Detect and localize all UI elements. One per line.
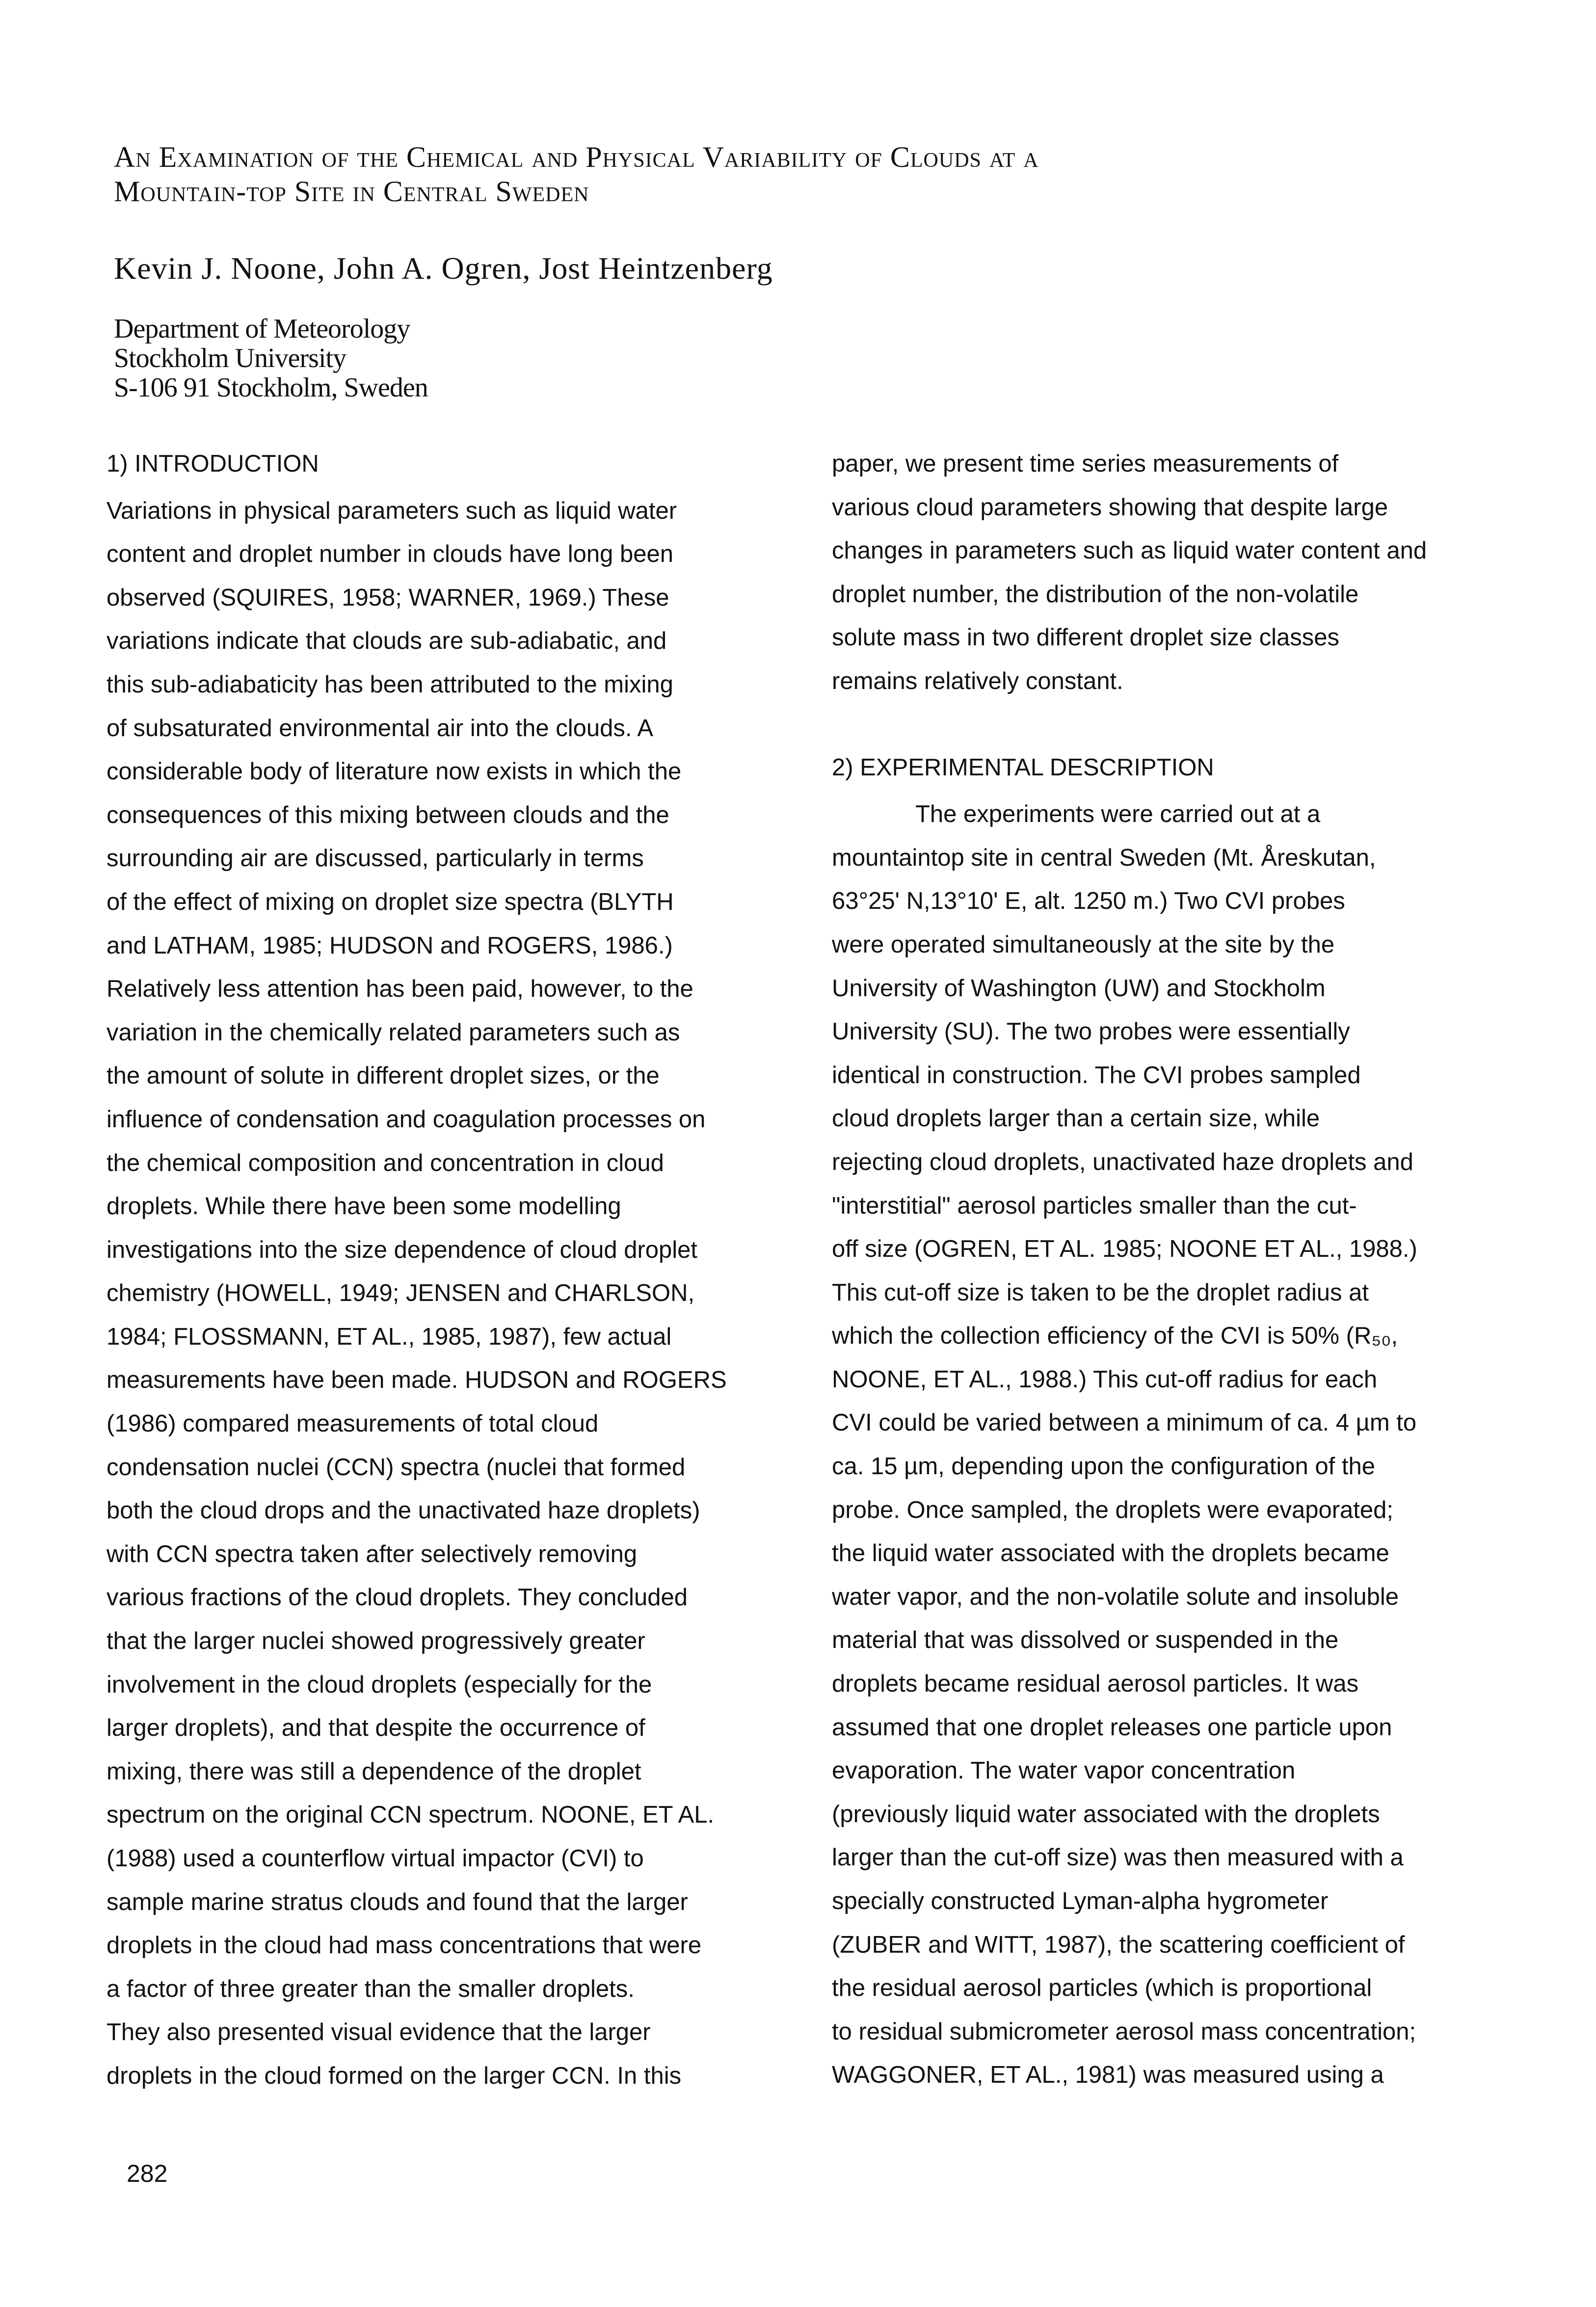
left-column	[106, 442, 727, 2098]
text-line: which the collection efficiency of the CVI is 50% (R₅₀,	[832, 1323, 1398, 1350]
text-line: a factor of three greater than the smaller droplets.	[106, 1975, 635, 2002]
text-line: of the effect of mixing on droplet size spectra (BLYTH	[106, 888, 674, 915]
text-line: identical in construction. The CVI probes sampled	[832, 1061, 1361, 1088]
text-line: droplets. While there have been some modelling	[106, 1193, 621, 1220]
text-line: specially constructed Lyman-alpha hygrometer	[832, 1888, 1329, 1914]
text-line: mixing, there was still a dependence of the droplet	[106, 1758, 641, 1785]
introduction-continuation	[832, 442, 1427, 703]
text-line: water vapor, and the non-volatile solute and insoluble	[832, 1583, 1399, 1610]
text-line: Variations in physical parameters such as liquid water	[106, 497, 677, 524]
page-number: 282	[127, 2160, 168, 2187]
text-line: The experiments were carried out at a	[915, 801, 1321, 828]
text-line: (ZUBER and WITT, 1987), the scattering coefficient of	[832, 1931, 1405, 1958]
text-line: spectrum on the original CCN spectrum. NOONE, ET AL.	[106, 1802, 715, 1829]
text-line: "interstitial" aerosol particles smaller than the cut-	[832, 1192, 1357, 1219]
affiliation-department: Department of Meteorology	[114, 314, 410, 344]
text-line: 63°25' N,13°10' E, alt. 1250 m.) Two CVI probes	[832, 888, 1345, 915]
text-line: various cloud parameters showing that despite large	[832, 494, 1388, 521]
right-column	[832, 442, 1427, 2097]
text-line: content and droplet number in clouds have long been	[106, 541, 674, 568]
text-line: They also presented visual evidence that the larger	[106, 2019, 651, 2046]
text-line: larger than the cut-off size) was then measured with a	[832, 1844, 1404, 1871]
text-line: solute mass in two different droplet size classes	[832, 624, 1340, 651]
text-line: droplets in the cloud formed on the larger CCN. In this	[106, 2062, 682, 2089]
text-line: and LATHAM, 1985; HUDSON and ROGERS, 1986.)	[106, 932, 673, 959]
text-line: off size (OGREN, ET AL. 1985; NOONE ET AL., 1988.)	[832, 1236, 1417, 1263]
text-line: sample marine stratus clouds and found that the larger	[106, 1888, 688, 1915]
text-line: various fractions of the cloud droplets. They concluded	[106, 1584, 688, 1611]
affiliation-university: Stockholm University	[114, 343, 346, 373]
text-line: condensation nuclei (CCN) spectra (nuclei that formed	[106, 1454, 686, 1481]
text-line: cloud droplets larger than a certain size, while	[832, 1105, 1320, 1132]
text-line: that the larger nuclei showed progressively greater	[106, 1628, 645, 1655]
text-line: remains relatively constant.	[832, 667, 1123, 694]
experimental-body	[832, 793, 1427, 2097]
text-line: consequences of this mixing between clouds and the	[106, 801, 669, 828]
text-line: ca. 15 µm, depending upon the configuration of the	[832, 1453, 1376, 1480]
text-line: This cut-off size is taken to be the droplet radius at	[832, 1279, 1369, 1306]
authors: Kevin J. Noone, John A. Ogren, Jost Heintzenberg	[114, 251, 773, 286]
text-line: droplets in the cloud had mass concentrations that were	[106, 1932, 702, 1959]
text-line: probe. Once sampled, the droplets were evaporated;	[832, 1496, 1394, 1523]
text-line: variations indicate that clouds are sub-adiabatic, and	[106, 628, 667, 655]
text-line: Relatively less attention has been paid, however, to the	[106, 976, 693, 1003]
text-line: (1986) compared measurements of total cloud	[106, 1410, 599, 1437]
text-line: NOONE, ET AL., 1988.) This cut-off radius for each	[832, 1366, 1378, 1393]
text-line: University (SU). The two probes were essentially	[832, 1018, 1350, 1045]
text-line: material that was dissolved or suspended in the	[832, 1627, 1339, 1654]
text-line: droplets became residual aerosol particles. It was	[832, 1671, 1359, 1697]
text-line: University of Washington (UW) and Stockholm	[832, 975, 1326, 1002]
text-line: the chemical composition and concentration in cloud	[106, 1149, 664, 1176]
text-line: observed (SQUIRES, 1958; WARNER, 1969.) These	[106, 584, 669, 611]
text-line: WAGGONER, ET AL., 1981) was measured using a	[832, 2062, 1384, 2089]
text-line: assumed that one droplet releases one particle upon	[832, 1714, 1392, 1741]
introduction-body	[106, 489, 727, 2098]
section-heading-introduction: 1) INTRODUCTION	[106, 451, 319, 477]
text-line: the residual aerosol particles (which is proportional	[832, 1975, 1372, 2002]
text-line: with CCN spectra taken after selectively removing	[106, 1540, 638, 1567]
text-line: influence of condensation and coagulation processes on	[106, 1106, 706, 1133]
title-line-1: An Examination of the Chemical and Physical Variability of Clouds at a	[114, 141, 1039, 173]
text-line: mountaintop site in central Sweden (Mt. Åreskutan,	[832, 844, 1376, 871]
text-line: the liquid water associated with the droplets became	[832, 1540, 1389, 1567]
affiliation	[114, 314, 428, 402]
section-gap	[832, 703, 1427, 746]
text-line: surrounding air are discussed, particularly in terms	[106, 845, 644, 872]
text-line: droplet number, the distribution of the non-volatile	[832, 581, 1359, 608]
text-line: rejecting cloud droplets, unactivated haze droplets and	[832, 1148, 1413, 1175]
text-line: considerable body of literature now exists in which the	[106, 758, 682, 785]
text-line: (previously liquid water associated with the droplets	[832, 1801, 1380, 1828]
text-line: CVI could be varied between a minimum of ca. 4 µm to	[832, 1409, 1417, 1436]
text-line: to residual submicrometer aerosol mass concentration;	[832, 2018, 1416, 2045]
text-line: both the cloud drops and the unactivated haze droplets)	[106, 1497, 700, 1524]
text-line: larger droplets), and that despite the occurrence of	[106, 1715, 645, 1742]
text-line: (1988) used a counterflow virtual impactor (CVI) to	[106, 1845, 644, 1872]
text-line: variation in the chemically related parameters such as	[106, 1019, 680, 1046]
text-line: chemistry (HOWELL, 1949; JENSEN and CHARLSON,	[106, 1280, 695, 1307]
affiliation-address: S-106 91 Stockholm, Sweden	[114, 372, 428, 403]
text-line: the amount of solute in different droplet sizes, or the	[106, 1062, 660, 1089]
text-line: investigations into the size dependence of cloud droplet	[106, 1236, 698, 1263]
text-line: involvement in the cloud droplets (especially for the	[106, 1671, 652, 1698]
text-line: measurements have been made. HUDSON and ROGERS	[106, 1367, 727, 1394]
text-line: 1984; FLOSSMANN, ET AL., 1985, 1987), few actual	[106, 1323, 672, 1350]
text-line: were operated simultaneously at the site by the	[832, 931, 1335, 958]
text-line: this sub-adiabaticity has been attributed to the mixing	[106, 671, 673, 698]
title-line-2: Mountain-top Site in Central Sweden	[114, 175, 589, 208]
text-line: of subsaturated environmental air into the clouds. A	[106, 715, 654, 742]
section-heading-experimental: 2) EXPERIMENTAL DESCRIPTION	[832, 754, 1214, 781]
text-line: paper, we present time series measurements of	[832, 451, 1339, 477]
text-line: evaporation. The water vapor concentration	[832, 1757, 1296, 1784]
paper-title	[114, 140, 1439, 209]
text-line: changes in parameters such as liquid water content and	[832, 537, 1427, 564]
